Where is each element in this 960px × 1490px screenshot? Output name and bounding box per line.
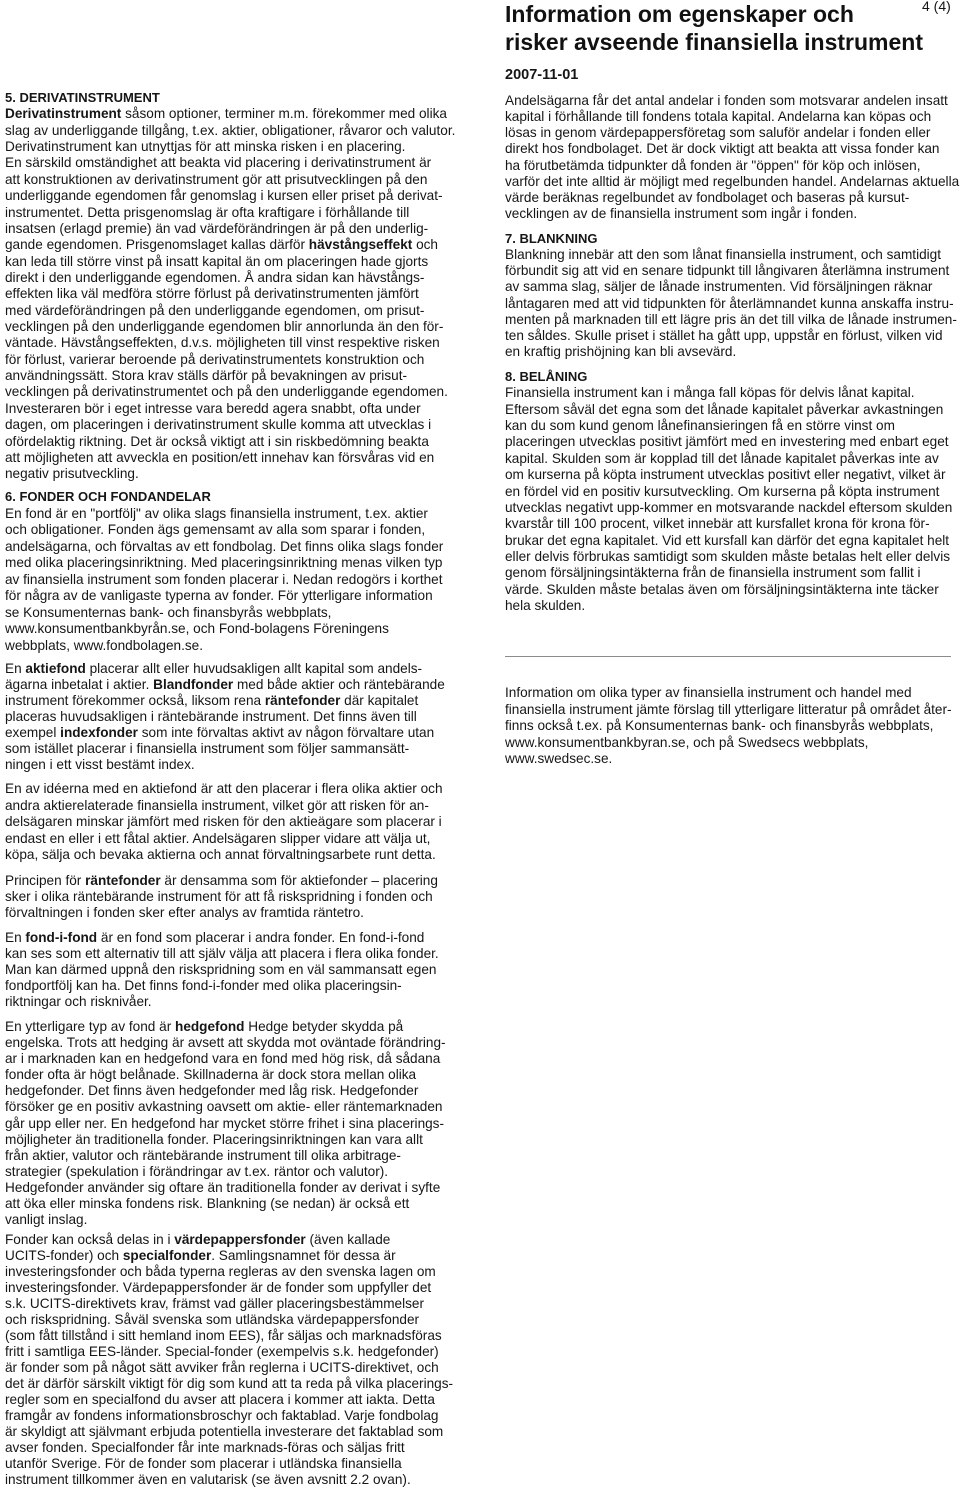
text-line: Andelsägarna får det antal andelar i fonden som motsvarar andelen insatt <box>505 93 948 108</box>
bold-term: indexfonder <box>60 725 138 740</box>
text-run: exempel <box>5 725 61 740</box>
text-line: www.konsumentbankbyrån.se, och Fond-bolagens Föreningens <box>5 621 389 636</box>
text-line: En särskild omständighet att beakta vid placering i derivatinstrument är <box>5 155 432 171</box>
text-line: ar i marknaden kan en hedgefond vara en fond med hög risk, då sådana <box>5 1051 441 1067</box>
text-run: såsom optioner, terminer m.m. förekommer med olika <box>121 106 447 122</box>
section-heading: 7. BLANKNING <box>505 231 598 246</box>
text-line: Blankning innebär att den som lånat finansiella instrument, och samtidigt <box>505 247 942 263</box>
text-line: Finansiella instrument kan i många fall köpas för delvis lånat kapital. <box>505 385 915 401</box>
text-line: användningssätt. Stora krav ställs därför på bevakningen av prisut- <box>5 368 407 384</box>
paragraph <box>5 873 438 921</box>
text-line: ningen i ett visst bestämt index. <box>5 757 195 772</box>
text-run: . Samlingsnamnet för dessa är <box>211 1248 396 1263</box>
text-line: direkt i den underliggande egendomen. Å andra sidan kan hävstångs- <box>5 269 425 285</box>
bold-term: värdepappersfonder <box>174 1232 306 1247</box>
text-line: insatsen (erlagd premie) än vad värdeförändringen är på den underlig- <box>5 220 429 236</box>
text-line: underliggande egendomen får genomslag i kursen eller priset på derivat- <box>5 188 443 204</box>
text-run: ägarna inbetalat i aktier. <box>5 677 154 692</box>
bold-term: räntefonder <box>264 693 341 708</box>
bold-term: räntefonder <box>85 873 161 888</box>
text-line: kapital. Skulden som är kopplad till det lånade kapitalet påverkas inte av <box>505 450 939 466</box>
text-run: är densamma som för aktiefonder – placering <box>160 873 438 888</box>
text-line: lösas in genom värdepappersföretag som saluför andelar i fonden eller <box>505 125 931 141</box>
text-line: webbplats, www.fondbolagen.se. <box>5 637 203 653</box>
text-line: andra aktierelaterade finansiella instrument, vilket gör att risken för an- <box>5 797 429 813</box>
text-line: som istället placerar i finansiella instrument som följer sammansätt- <box>5 741 410 756</box>
text-run: En <box>5 930 26 945</box>
text-line: förbundit sig att vid en senare tidpunkt till långivaren återlämna instrument <box>505 263 950 279</box>
paragraph <box>5 1019 446 1228</box>
document-date: 2007-11-01 <box>505 67 579 83</box>
bold-term: hävstångseffekt <box>308 237 413 253</box>
text-line: att öka eller minska fondens risk. Blankning (se nedan) är också ett <box>5 1196 410 1212</box>
text-line <box>5 661 445 677</box>
text-line: hedgefonder. Det finns även hedgefonder med låg risk. Hedgefonder <box>5 1083 419 1099</box>
text-line <box>5 725 445 741</box>
text-line: vecklingen av de finansiella instrument som ingår i fonden. <box>505 205 858 221</box>
bold-term: fond-i-fond <box>25 930 98 945</box>
text-line: värde. Skulden måste betalas även om försäljningsintäkterna inte täcker <box>505 581 939 597</box>
text-line <box>5 677 445 693</box>
text-line: regler som en specialfond du avser att placera i kommer att iakta. Detta <box>5 1392 435 1407</box>
text-line: hela skulden. <box>505 598 586 614</box>
text-run: Fonder kan också delas in i <box>5 1232 175 1247</box>
text-line: finansiella instrument jämte förslag till ytterligare litteratur på området åter- <box>505 701 952 717</box>
text-line: dagen, om placeringen i derivatinstrument skulle komma att utvecklas i <box>5 417 432 433</box>
text-line: kan du som kund genom lånefinansieringen få en större vinst om <box>505 418 895 434</box>
text-line: finns också t.ex. på Konsumenternas bank- och finansbyrås webbplats, <box>505 718 934 733</box>
text-run: En <box>5 661 26 676</box>
text-line: En av idéerna med en aktiefond är att den placerar i flera olika aktier och <box>5 781 443 796</box>
document-title-line: Information om egenskaper och <box>505 1 854 27</box>
text-run: gande egendomen. Prisgenomslaget kallas därför <box>5 237 309 253</box>
text-line: värde beräknas regelbundet av fondbolaget och baseras på kursut- <box>505 189 910 205</box>
text-line: genom försäljningsintäkterna från de finansiella instrument som fallit i <box>505 565 921 581</box>
text-line: varför det inte alltid är möjligt med regelbunden handel. Andelarnas aktuella <box>505 173 960 189</box>
text-line: är skyldigt att självmant erbjuda potentiella investerare det faktablad som <box>5 1424 444 1439</box>
text-line <box>5 1232 453 1248</box>
text-line: vanligt inslag. <box>5 1212 88 1228</box>
text-run: där kapitalet <box>340 693 419 708</box>
text-line: placeras huvudsakligen i räntebärande instrument. Det finns även till <box>5 709 417 724</box>
page-number: 4 (4) <box>922 0 951 14</box>
text-line: endast en eller i ett fåtal aktier. Andelsägaren slipper vidare att välja ut, <box>5 830 431 846</box>
text-line: att konstruktionen av derivatinstrument gör att prisutvecklingen på den <box>5 171 428 187</box>
bold-term: Blandfonder <box>153 677 234 692</box>
text-line <box>5 873 438 889</box>
text-line: en kraftig prishöjning kan bli avsevärd. <box>505 343 737 359</box>
paragraph <box>505 685 952 768</box>
paragraph <box>505 93 959 222</box>
text-line: köpa, sälja och bevaka aktierna och annat förvaltningsarbete runt detta. <box>5 847 436 862</box>
section-derivatinstrument <box>5 90 455 483</box>
text-line: Eftersom såväl det egna som det lånade kapitalet påverkar avkastningen <box>505 401 944 417</box>
bold-term: Derivatinstrument <box>5 106 122 122</box>
text-line: ofördelaktig riktning. Det är också viktigt att i sin riskbedömning beakta <box>5 433 429 449</box>
text-line: kan leda till större vinst på insatt kapital än om placeringen hade gjorts <box>5 253 429 269</box>
text-line: väntade. Hävstångseffekten, d.v.s. möjligheten till vinst respektive risken <box>5 335 440 351</box>
text-line: investeringsfonder och båda typerna regleras av den svenska lagen om <box>5 1264 436 1279</box>
text-line: att möjligheten att avveckla en position/ett innehav kan försvåras vid en <box>5 449 435 465</box>
text-line: menten på marknaden till ett lägre pris än det till vilka de lånade instrumen- <box>505 311 957 327</box>
text-line: försöker ge en positiv avkastning oavsett om aktie- eller räntemarknaden <box>5 1099 443 1115</box>
text-run: och <box>412 237 438 253</box>
section-heading: 6. FONDER OCH FONDANDELAR <box>5 489 211 504</box>
paragraph <box>5 1232 453 1488</box>
text-line: av finansiella instrument som fonden placerar i. Nedan redogörs i korthet <box>5 571 443 587</box>
text-line: om kurserna på köpta instrument utvecklas positivt eller negativt, vilket är <box>505 467 946 483</box>
text-line: det är därför särskilt viktigt för dig som kund att ta reda på vilka placerings- <box>5 1376 454 1391</box>
text-line <box>5 693 445 709</box>
text-line: från aktier, valutor och räntebärande instrument till olika arbitrage- <box>5 1147 401 1163</box>
text-line: med värdeförändringen på den underliggande egendomen, om prisut- <box>5 302 425 318</box>
document-title <box>505 0 923 56</box>
text-line: eller delvis förbrukas samtidigt som skulden måste betalas helt eller delvis <box>505 548 951 564</box>
text-line: brukar det egna kapitalet. Vid ett kursfall kan därför det egna kapitalet helt <box>505 532 950 548</box>
text-line: andelsägarna, och förvaltas av ett fondbolag. Det finns olika slags fonder <box>5 538 444 554</box>
text-line: strategier (spekulation i förändringar av t.ex. räntor och valutor). <box>5 1163 389 1179</box>
text-run: Principen för <box>5 873 86 888</box>
text-run: (även kallade <box>305 1232 391 1247</box>
text-run: placerar allt eller huvudsakligen allt kapital som andels- <box>85 661 423 676</box>
text-line: Derivatinstrument kan utnyttjas för att minska risken i en placering. <box>5 139 406 155</box>
text-line: kapital i förhållande till fondens totala kapital. Andelarna kan köpas och <box>505 109 932 125</box>
bold-term: specialfonder <box>122 1248 212 1263</box>
text-run: med både aktier och räntebärande <box>233 677 445 692</box>
text-line: ten såldes. Skulle priset i stället ha gått upp, uppstår en förlust, vilken vid <box>505 327 943 343</box>
text-line: (som fått tillstånd i sitt hemland inom EES), får säljas och marknadsföras <box>5 1328 442 1343</box>
text-line: sker i olika räntebärande instrument för att få riskspridning i fonden och <box>5 889 433 904</box>
section-belaning <box>505 369 952 614</box>
text-line: förvaltningen i fonden sker efter analys av framtida räntetro. <box>5 905 364 920</box>
section-fonder <box>5 489 443 654</box>
text-line: www.konsumentbankbyran.se, och på Swedsecs webbplats, <box>505 734 869 750</box>
text-line: kan ses som ett alternativ till att själv välja att placera i flera olika fonder. <box>5 946 439 961</box>
section-heading: 8. BELÅNING <box>505 369 588 384</box>
horizontal-divider <box>505 656 951 657</box>
text-line: möjligheter än traditionella fonder. Placeringsinriktningen kan vara allt <box>5 1131 423 1147</box>
text-line: kvarstår till 100 procent, vilket innebär att kursfallet krona för krona för- <box>505 516 930 532</box>
paragraph <box>5 781 443 864</box>
document-title-line: risker avseende finansiella instrument <box>505 29 924 55</box>
paragraph <box>5 661 445 773</box>
text-line <box>5 1248 453 1264</box>
bold-term: aktiefond <box>25 661 86 676</box>
text-line: instrument tillkommer även en valutarisk (se även avsnitt 2.2 ovan). <box>5 1472 411 1487</box>
text-line: utanför Sverige. För de fonder som placerar i utländska finansiella <box>5 1456 402 1471</box>
text-line: är fonder som på något sätt avviker från reglerna i UCITS-direktivet, och <box>5 1360 439 1375</box>
text-line: utvecklas negativt upp-kommer en motsvarande nackdel eftersom skulden <box>505 499 953 515</box>
text-line <box>5 237 455 253</box>
text-line: effekten lika väl medföra större förlust på derivatinstrumenten jämfört <box>5 286 419 302</box>
text-line: instrumentet. Detta prisgenomslag är ofta kraftigare i förhållande till <box>5 204 410 220</box>
text-line <box>5 930 439 946</box>
text-line: för några av de vanligaste typerna av fonder. För ytterligare information <box>5 588 433 603</box>
text-run: som inte förvaltas aktivt av någon förvaltare utan <box>137 725 435 740</box>
paragraph <box>5 930 439 1010</box>
text-line: och obligationer. Fonden ägs gemensamt av alla som sparar i fonden, <box>5 522 426 537</box>
text-line: går upp eller ner. En hedgefond har mycket större frihet i sina placerings- <box>5 1115 445 1131</box>
text-line: fonder ofta är högt belånade. Skillnaderna är dock stora mellan olika <box>5 1067 417 1083</box>
text-run: UCITS-fonder) och <box>5 1248 123 1263</box>
section-blankning <box>505 231 957 360</box>
text-line: Hedgefonder använder sig oftare än traditionella fonder av derivat i syfte <box>5 1179 441 1195</box>
text-line: delsägaren minskar jämfört med risken för den aktieägare som placerar i <box>5 814 442 829</box>
text-run: Hedge betyder skydda på <box>244 1019 404 1034</box>
bold-term: hedgefond <box>175 1019 245 1034</box>
text-line: investeringsfonder. Värdepappersfonder är de fonder som uppfyller det <box>5 1280 432 1295</box>
text-line: avser fonden. Specialfonder får inte marknads-föras och säljas fritt <box>5 1440 405 1455</box>
text-run: En ytterligare typ av fond är <box>5 1019 176 1034</box>
text-line: ha förutbetämda tidpunkter då fonden är "öppen" för köp och inlösen, <box>505 157 921 173</box>
text-line: engelska. Trots att hedging är avsett att skydda mot oväntade förändring- <box>5 1035 446 1051</box>
text-line: Investeraren bör i eget intresse vara beredd agera snabbt, ofta under <box>5 400 421 416</box>
text-line: slag av underliggande tillgång, t.ex. aktier, obligationer, råvaror och valutor. <box>5 122 456 138</box>
text-line <box>5 106 455 122</box>
text-line: negativ prisutveckling. <box>5 466 139 482</box>
text-line: en fördel vid en positiv kursutveckling. Om kurserna på köpta instrument <box>505 483 940 499</box>
text-line: framgår av fondens informationsbroschyr och faktablad. Varje fondbolag <box>5 1408 439 1423</box>
text-line: och riskspridning. Såväl svenska som utländska värdepappersfonder <box>5 1312 420 1327</box>
text-line <box>5 1019 446 1035</box>
text-line: s.k. UCITS-direktivets krav, främst vad gäller placeringsbestämmelser <box>5 1296 425 1311</box>
section-heading: 5. DERIVATINSTRUMENT <box>5 90 160 105</box>
text-line: vecklingen på derivatinstrumentet och på den underliggande egendomen. <box>5 384 448 400</box>
text-line: för förlust, varierar beroende på derivatinstrumentets konstruktion och <box>5 351 425 367</box>
text-line: Man kan därmed uppnå den riskspridning som en väl sammansatt egen <box>5 962 437 977</box>
text-line: Information om olika typer av finansiella instrument och handel med <box>505 685 912 700</box>
text-line: se Konsumenternas bank- och finansbyrås webbplats, <box>5 604 332 620</box>
text-run: instrument förekommer också, liksom rena <box>5 693 265 708</box>
text-line: låntagaren med att vid tidpunkten för återlämnandet kunna anskaffa instru- <box>505 295 954 311</box>
text-line: En fond är en "portfölj" av olika slags finansiella instrument, t.ex. aktier <box>5 505 428 521</box>
text-line: riktningar och risknivåer. <box>5 994 152 1009</box>
text-run: är en fond som placerar i andra fonder. En fond-i-fond <box>97 930 425 945</box>
text-line: av samma slag, säljer de lånade instrumenten. Vid försäljningen räknar <box>505 279 933 295</box>
text-line: www.swedsec.se. <box>505 751 613 766</box>
text-line: fritt i samtliga EES-länder. Special-fonder (exempelvis s.k. hedgefonder) <box>5 1344 439 1359</box>
text-line: med olika placeringsinriktning. Med placeringsinriktning menas vilken typ <box>5 555 443 570</box>
text-line: placeringen utvecklas positivt jämfört med en investering med enbart eget <box>505 434 949 450</box>
text-line: direkt hos fondbolaget. Det är dock viktigt att beakta att vissa fonder kan <box>505 141 940 157</box>
text-line: vecklingen på den underliggande egendomen blir annorlunda än den för- <box>5 319 444 335</box>
text-line: fondportfölj kan ha. Det finns fond-i-fonder med olika placeringsin- <box>5 978 402 993</box>
